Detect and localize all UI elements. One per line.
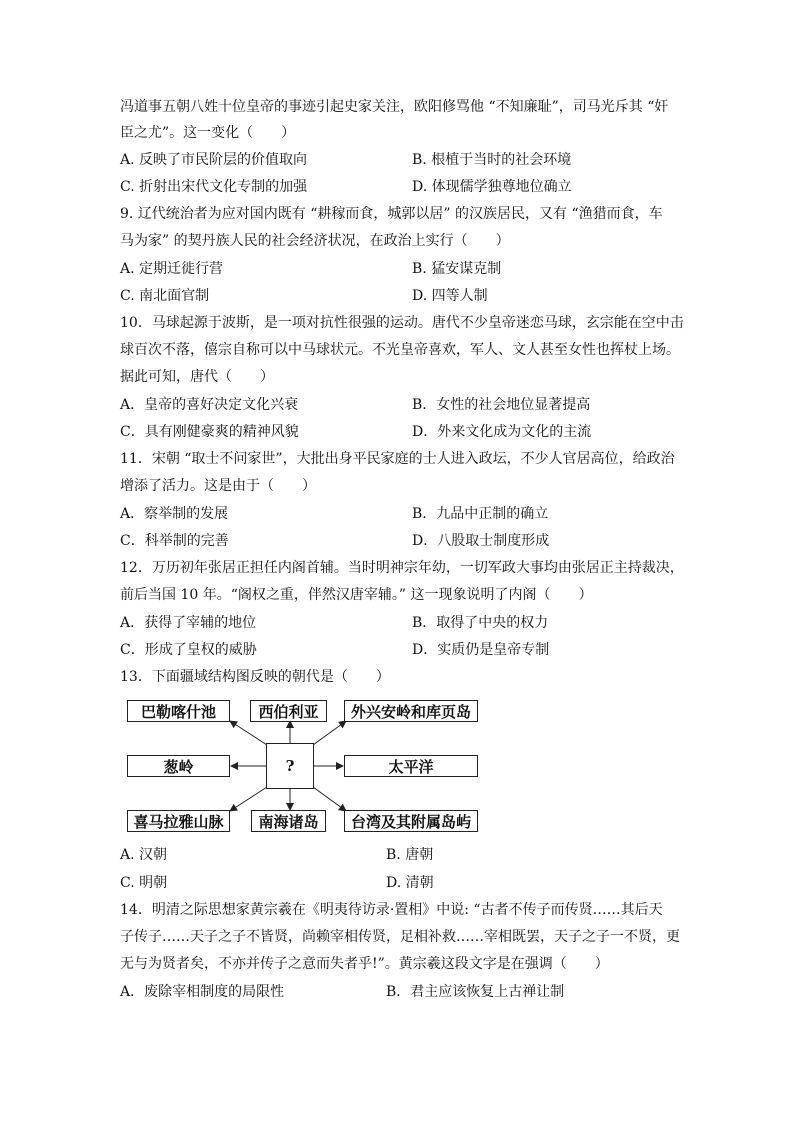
q14-stem-line-1: 14．明清之际思想家黄宗羲在《明夷待访录·置相》中说: “古者不传子而传贤……其后天 — [120, 902, 663, 918]
box-siberia: 西伯利亚 — [250, 700, 327, 722]
q12-option-a[interactable]: A．获得了宰辅的地位 — [120, 615, 257, 631]
q8-option-a[interactable]: A. 反映了市民阶层的价值取向 — [120, 152, 308, 168]
q14-option-a[interactable]: A．废除宰相制度的局限性 — [120, 984, 285, 1000]
q8-option-d[interactable]: D. 体现儒学独尊地位确立 — [412, 179, 572, 195]
box-pacific: 太平洋 — [344, 755, 478, 777]
q9-option-a[interactable]: A. 定期迁徙行营 — [120, 261, 224, 277]
box-himalaya: 喜马拉雅山脉 — [127, 810, 230, 832]
q13-option-d[interactable]: D. 清朝 — [386, 875, 434, 891]
q10-stem-line-2: 球百次不落，僖宗自称可以中马球状元。不光皇帝喜欢，军人、文人甚至女性也挥杖上场。 — [120, 342, 680, 358]
q13-option-a[interactable]: A. 汉朝 — [120, 847, 168, 863]
q12-option-c[interactable]: C．形成了皇权的威胁 — [120, 642, 257, 658]
q12-option-b[interactable]: B．取得了中央的权力 — [412, 615, 549, 631]
q11-stem-line-2: 增添了活力。这是由于（ ） — [120, 478, 316, 494]
q14-stem-line-3: 无与为贤者矣，不亦并传子之意而失者乎!”。黄宗羲这段文字是在强调（ ） — [120, 956, 609, 972]
q10-stem-line-3: 据此可知，唐代（ ） — [120, 369, 274, 385]
box-south-china-sea: 南海诸岛 — [251, 810, 326, 832]
q10-stem-line-1: 10．马球起源于波斯，是一项对抗性很强的运动。唐代不少皇帝迷恋马球，玄宗能在空中击 — [120, 315, 684, 331]
box-balkhash: 巴勒喀什池 — [127, 700, 230, 722]
q13-option-b[interactable]: B. 唐朝 — [386, 847, 434, 863]
q11-option-b[interactable]: B．九品中正制的确立 — [412, 506, 549, 522]
q10-option-b[interactable]: B．女性的社会地位显著提高 — [412, 397, 591, 413]
q12-option-d[interactable]: D．实质仍是皇帝专制 — [412, 642, 550, 658]
q11-stem-line-1: 11．宋朝 “取士不问家世”，大批出身平民家庭的士人进入政坛，不少人官居高位，给政治 — [120, 451, 675, 467]
arrow-top-left — [230, 721, 267, 745]
q14-option-b[interactable]: B．君主应该恢复上古禅让制 — [386, 984, 565, 1000]
q13-stem: 13．下面疆域结构图反映的朝代是（ ） — [120, 669, 390, 685]
arrow-bot-left — [230, 787, 267, 811]
box-taiwan: 台湾及其附属岛屿 — [344, 810, 478, 832]
box-outer-xingan: 外兴安岭和库页岛 — [344, 700, 478, 722]
q12-stem-line-1: 12．万历初年张居正担任内阁首辅。当时明神宗年幼，一切军政大事均由张居正主持裁决， — [120, 560, 684, 576]
arrow-bot-right — [313, 787, 346, 811]
q13-option-c[interactable]: C. 明朝 — [120, 875, 168, 891]
q11-option-a[interactable]: A．察举制的发展 — [120, 506, 229, 522]
q11-option-c[interactable]: C．科举制的完善 — [120, 533, 229, 549]
q8-stem-line-1: 冯道事五朝八姓十位皇帝的事迹引起史家关注，欧阳修骂他 “不知廉耻”，司马光斥其 “奸 — [120, 99, 669, 115]
q10-option-c[interactable]: C．具有刚健豪爽的精神风貌 — [120, 424, 299, 440]
arrow-top-right — [313, 721, 346, 745]
q11-option-d[interactable]: D．八股取士制度形成 — [412, 533, 550, 549]
q10-option-a[interactable]: A．皇帝的喜好决定文化兴衰 — [120, 397, 299, 413]
box-center-unknown: ? — [266, 743, 314, 789]
q12-stem-line-2: 前后当国 10 年。“阁权之重，伴然汉唐宰辅。” 这一现象说明了内阁（ ） — [120, 587, 593, 603]
q10-option-d[interactable]: D．外来文化成为文化的主流 — [412, 424, 592, 440]
q8-option-c[interactable]: C. 折射出宋代文化专制的加强 — [120, 179, 308, 195]
q9-option-d[interactable]: D. 四等人制 — [412, 288, 488, 304]
q9-stem-line-1: 9. 辽代统治者为应对国内既有 “耕稼而食，城郭以居” 的汉族居民，又有 “渔猎而食，车 — [120, 206, 663, 222]
q9-option-c[interactable]: C. 南北面官制 — [120, 288, 210, 304]
q8-option-b[interactable]: B. 根植于当时的社会环境 — [412, 152, 572, 168]
q9-option-b[interactable]: B. 猛安谋克制 — [412, 261, 502, 277]
box-pamir: 葱岭 — [127, 755, 230, 777]
q9-stem-line-2: 马为家” 的契丹族人民的社会经济状况，在政治上实行（ ） — [120, 233, 510, 249]
q8-stem-line-2: 臣之尤”。这一变化（ ） — [120, 125, 296, 141]
q14-stem-line-2: 子传子……天子之子不皆贤，尚赖宰相传贤，足相补救……宰相既罢，天子之子一不贤，更 — [120, 929, 680, 945]
